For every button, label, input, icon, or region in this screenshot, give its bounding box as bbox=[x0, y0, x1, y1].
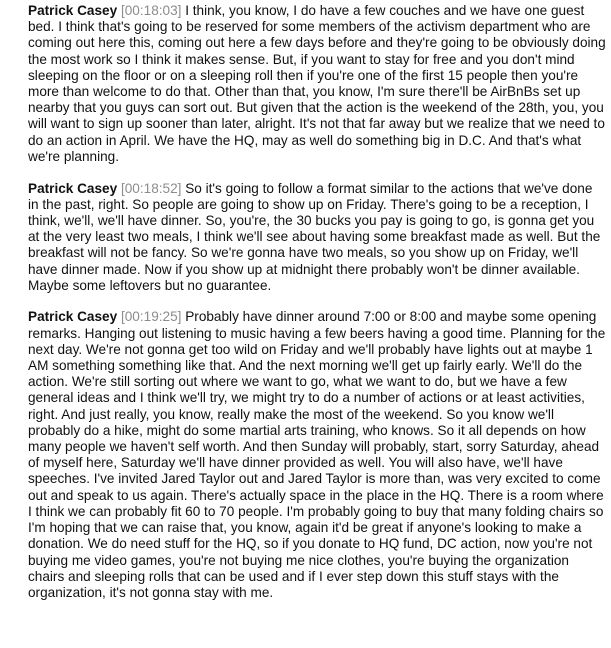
transcript-entry bbox=[28, 3, 606, 165]
speaker-name: Patrick Casey bbox=[28, 309, 118, 325]
entry-text: I think, you know, I do have a few couches and we have one guest bed. I think that's going to be reserved for some members of the activism department who are coming out here this, coming out here a few days before and they're going to be obviously doing the most work so I think it makes sense. But, if you want to stay for free and you don't mind sleeping on the floor or on a sleeping roll then if you're one of the first 15 people then you're more than welcome to do that. Other than that, you know, I'm sure there'll be AirBnBs set up nearby that you guys can sort out. But given that the action is the weekend of the 28th, you, you will want to sign up sooner than later, alright. It's not that far away but we realize that we need to do an action in April. We have the HQ, may as well do something big in D.C. And that's what we're planning. bbox=[28, 3, 606, 164]
transcript-entry bbox=[28, 309, 606, 601]
timestamp: [00:18:52] bbox=[120, 180, 182, 196]
timestamp: [00:18:03] bbox=[120, 3, 182, 18]
speaker-name: Patrick Casey bbox=[28, 3, 118, 18]
entry-text: So it's going to follow a format similar to the actions that we've done in the past, right. So people are going to show up on Friday. There's going to be a reception, I think, we'll, we'll have dinner. So, you're, the 30 bucks you pay is going to go, is gonna get you at the very least two meals, I think we'll see about having some breakfast made as well. But the breakfast will not be fancy. So we're gonna have two meals, so you show up on Friday, we'll have dinner made. Now if you show up at midnight there probably won't be dinner available. Maybe some leftovers but no guarantee. bbox=[28, 180, 601, 293]
timestamp: [00:19:25] bbox=[120, 309, 182, 325]
speaker-name: Patrick Casey bbox=[28, 180, 118, 196]
entry-text: Probably have dinner around 7:00 or 8:00 and maybe some opening remarks. Hanging out listening to music having a few beers having a good time. Planning for the next day. We're not gonna get too wild on Friday and we'll probably have lights out at maybe 1 AM something something like that. And the next morning we'll get up fairly early. We'll do the action. We're still sorting out where we want to go, what we want to do, but we have a few general ideas and I think we'll try, we might try to do a number of actions or at least activities, right. And just really, you know, really make the most of the weekend. So you know we'll probably do a hike, might do some martial arts training, who knows. So it all depends on how many people we haven't self worth. And then Sunday will probably, start, sorry Saturday, ahead of myself here, Saturday we'll have dinner provided as well. You will also have, we'll have speeches. I've invited Jared Taylor out and Jared Taylor is more than, was very excited to come out and speak to us again. There's actually space in the place in the HQ. There is a room where I think we can probably fit 60 to 70 people. I'm probably going to buy that many folding chairs so I'm hoping that we can raise that, you know, again it'd be great if anyone's looking to make a donation. We do need stuff for the HQ, so if you donate to HQ fund, DC action, now you're not buying me video games, you're not buying me nice clothes, you're buying the organization chairs and sleeping rolls that can be used and if I ever step down this stuff stays with the organization, it's not gonna stay with me. bbox=[28, 309, 606, 600]
transcript-entry bbox=[28, 181, 606, 294]
transcript bbox=[28, 3, 606, 617]
